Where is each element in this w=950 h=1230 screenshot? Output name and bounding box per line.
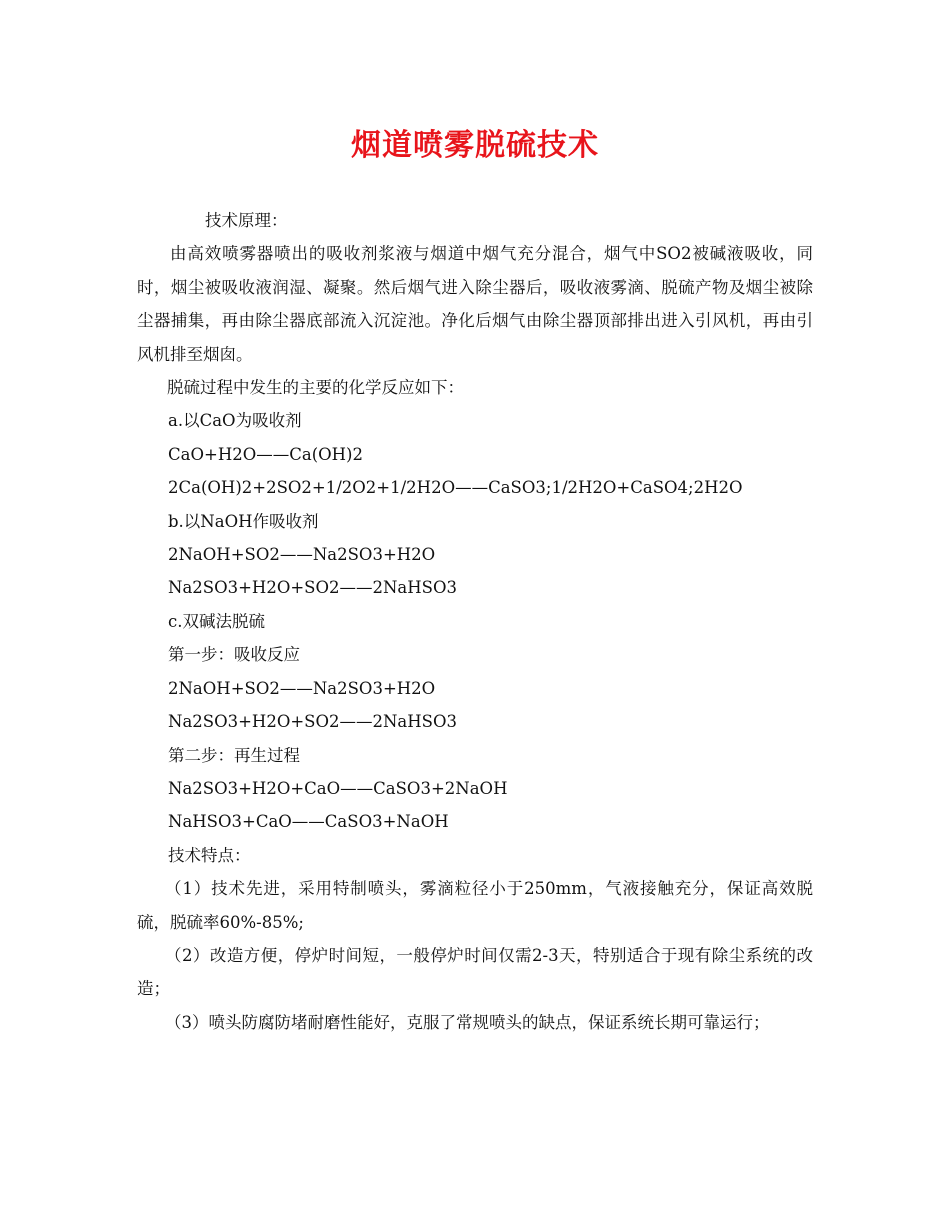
feature-item: （3）喷头防腐防堵耐磨性能好，克服了常规喷头的缺点，保证系统长期可靠运行； (165, 1012, 770, 1032)
subheading-cao: a.以CaO为吸收剂 (168, 411, 302, 431)
subheading-naoh: b.以NaOH作吸收剂 (168, 511, 319, 531)
feature-item: （2）改造方便，停炉时间短，一般停炉时间仅需2-3天，特别适合于现有除尘系统的改造； (137, 945, 813, 999)
equation-line: Na2SO3+H2O+SO2——2NaHSO3 (168, 578, 457, 598)
section-label-features: 技术特点： (168, 845, 251, 865)
equation-line: Na2SO3+H2O+CaO——CaSO3+2NaOH (168, 778, 508, 798)
equation-line: CaO+H2O——Ca(OH)2 (168, 444, 363, 464)
document-body (137, 204, 813, 1039)
step-label: 第一步：吸收反应 (168, 645, 300, 665)
equation-line: 2Ca(OH)2+2SO2+1/2O2+1/2H2O——CaSO3;1/2H2O+CaSO4;2H2O (168, 478, 743, 498)
feature-item: （1）技术先进，采用特制喷头，雾滴粒径小于250mm，气液接触充分，保证高效脱硫，脱硫率60%-85%; (137, 879, 813, 932)
step-label: 第二步：再生过程 (168, 745, 300, 765)
equation-line: 2NaOH+SO2——Na2SO3+H2O (168, 545, 436, 565)
equation-line: Na2SO3+H2O+SO2——2NaHSO3 (168, 712, 457, 732)
principle-paragraph: 由高效喷雾器喷出的吸收剂浆液与烟道中烟气充分混合，烟气中SO2被碱液吸收，同时，烟尘被吸收液润湿、凝聚。然后烟气进入除尘器后，吸收液雾滴、脱硫产物及烟尘被除尘器捕集，再由除尘器底部流入沉淀池。净化后烟气由除尘器顶部排出进入引风机，再由引风机排至烟囱。 (137, 244, 813, 364)
section-label-principle: 技术原理： (205, 211, 288, 230)
document-title: 烟道喷雾脱硫技术 (351, 128, 599, 163)
subheading-double-alkali: c.双碱法脱硫 (168, 611, 265, 631)
reaction-intro: 脱硫过程中发生的主要的化学反应如下： (167, 378, 464, 398)
equation-line: NaHSO3+CaO——CaSO3+NaOH (168, 812, 449, 832)
equation-line: 2NaOH+SO2——Na2SO3+H2O (168, 678, 436, 698)
